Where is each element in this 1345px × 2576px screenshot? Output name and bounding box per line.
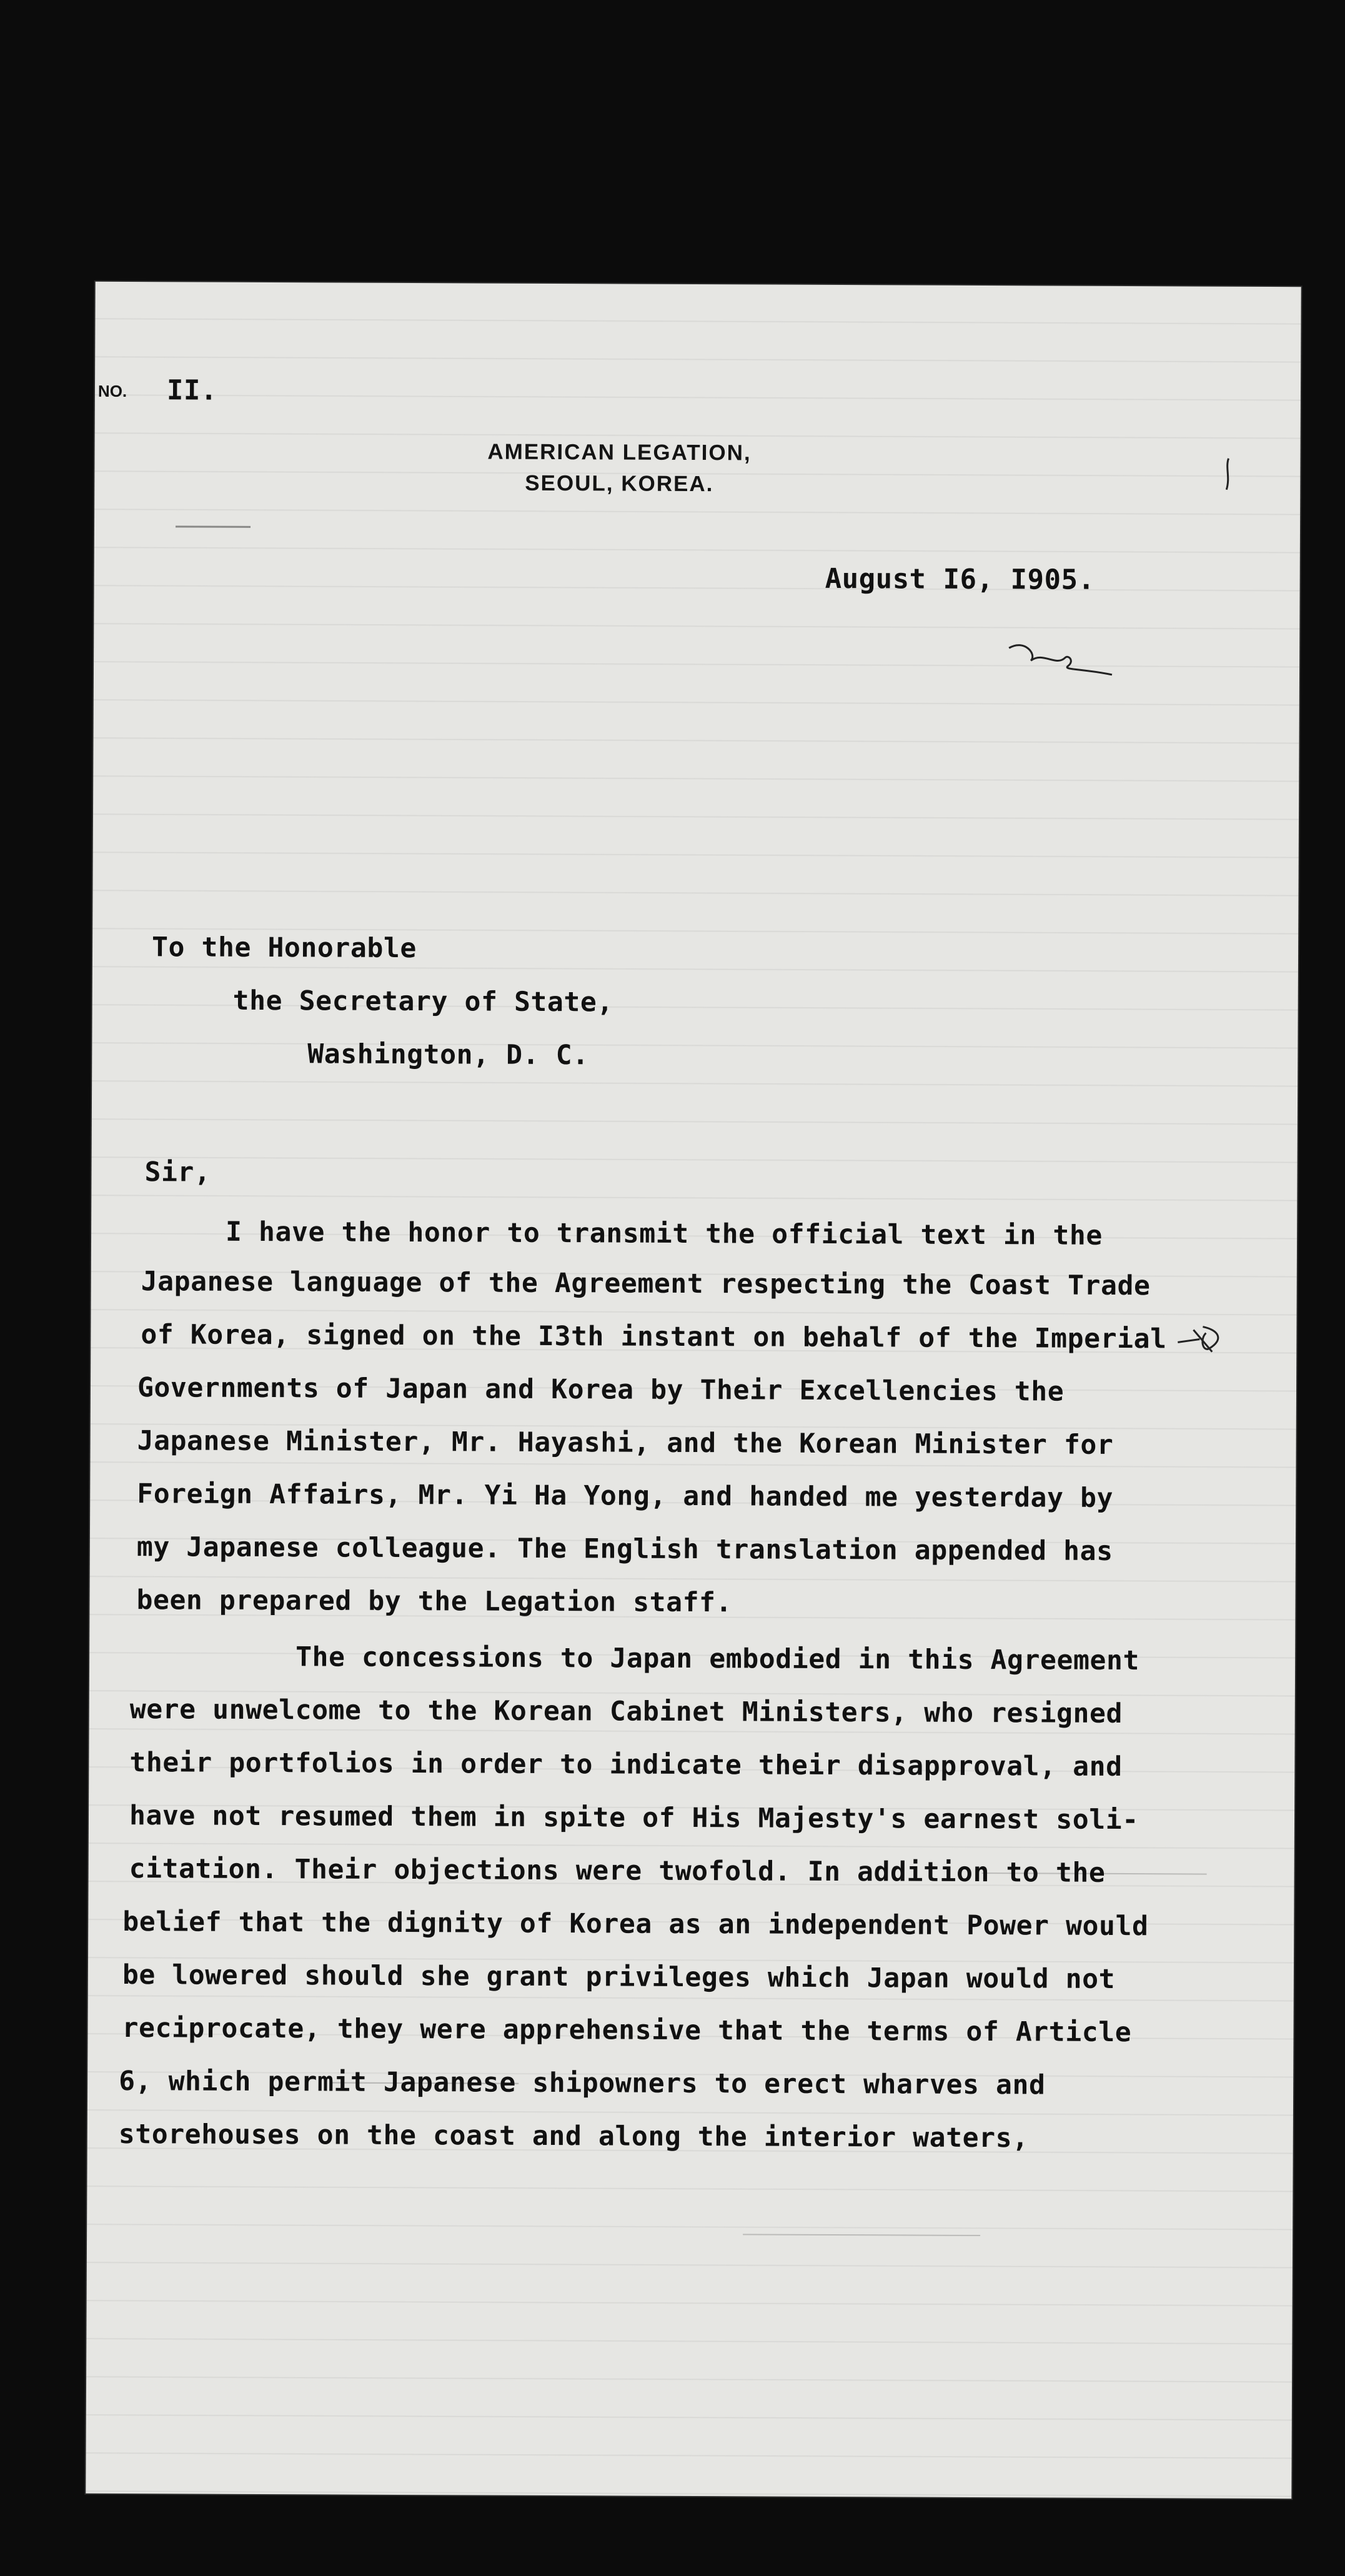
body-line: of Korea, signed on the I3th instant on behalf of the Imperial — [141, 1319, 1167, 1355]
body-line: reciprocate, they were apprehensive that the terms of Article — [122, 2012, 1132, 2049]
body-line: The concessions to Japan embodied in this Agreement — [295, 1641, 1140, 1677]
addressee-line-3: Washington, D. C. — [307, 1038, 589, 1072]
body-line: Governments of Japan and Korea by Their Excellencies the — [137, 1372, 1065, 1408]
body-line: Foreign Affairs, Mr. Yi Ha Yong, and handed me yesterday by — [137, 1478, 1114, 1514]
addressee-line-1: To the Honorable — [151, 932, 417, 965]
document-number-label: NO. — [97, 381, 127, 401]
body-line: Japanese language of the Agreement respecting the Coast Trade — [141, 1266, 1151, 1302]
addressee-line-2: the Secretary of State, — [232, 985, 614, 1018]
body-line: citation. Their objections were twofold. In addition to the — [129, 1853, 1106, 1889]
document-number: II. — [166, 374, 218, 407]
body-line: storehouses on the coast and along the interior waters, — [118, 2118, 1029, 2154]
body-line: have not resumed them in spite of His Majesty's earnest soli- — [129, 1800, 1139, 1836]
body-line: were unwelcome to the Korean Cabinet Ministers, who resigned — [129, 1694, 1123, 1730]
handwritten-mark — [1006, 635, 1118, 680]
handwritten-cross-mark — [1174, 1320, 1231, 1358]
salutation: Sir, — [144, 1156, 211, 1188]
body-line: my Japanese colleague. The English translation appended has — [136, 1531, 1113, 1567]
document-page — [86, 282, 1301, 2499]
paper-scratch — [176, 525, 251, 528]
letterhead-line-2: SEOUL, KOREA. — [525, 470, 714, 497]
letterhead-line-1: AMERICAN LEGATION, — [487, 439, 752, 465]
body-line: Japanese Minister, Mr. Hayashi, and the Korean Minister for — [137, 1425, 1114, 1461]
body-line: be lowered should she grant privileges which Japan would not — [122, 1959, 1116, 1995]
body-line: been prepared by the Legation staff. — [136, 1584, 733, 1619]
paper-scratch — [743, 2234, 980, 2236]
margin-mark — [1219, 455, 1238, 493]
body-line: their portfolios in order to indicate their disapproval, and — [129, 1747, 1123, 1783]
body-line: I have the honor to transmit the official text in the — [225, 1216, 1103, 1251]
body-line: belief that the dignity of Korea as an independent Power would — [122, 1906, 1149, 1942]
body-line: 6, which permit Japanese shipowners to erect wharves and — [119, 2065, 1046, 2101]
letter-date: August I6, I905. — [825, 562, 1095, 596]
